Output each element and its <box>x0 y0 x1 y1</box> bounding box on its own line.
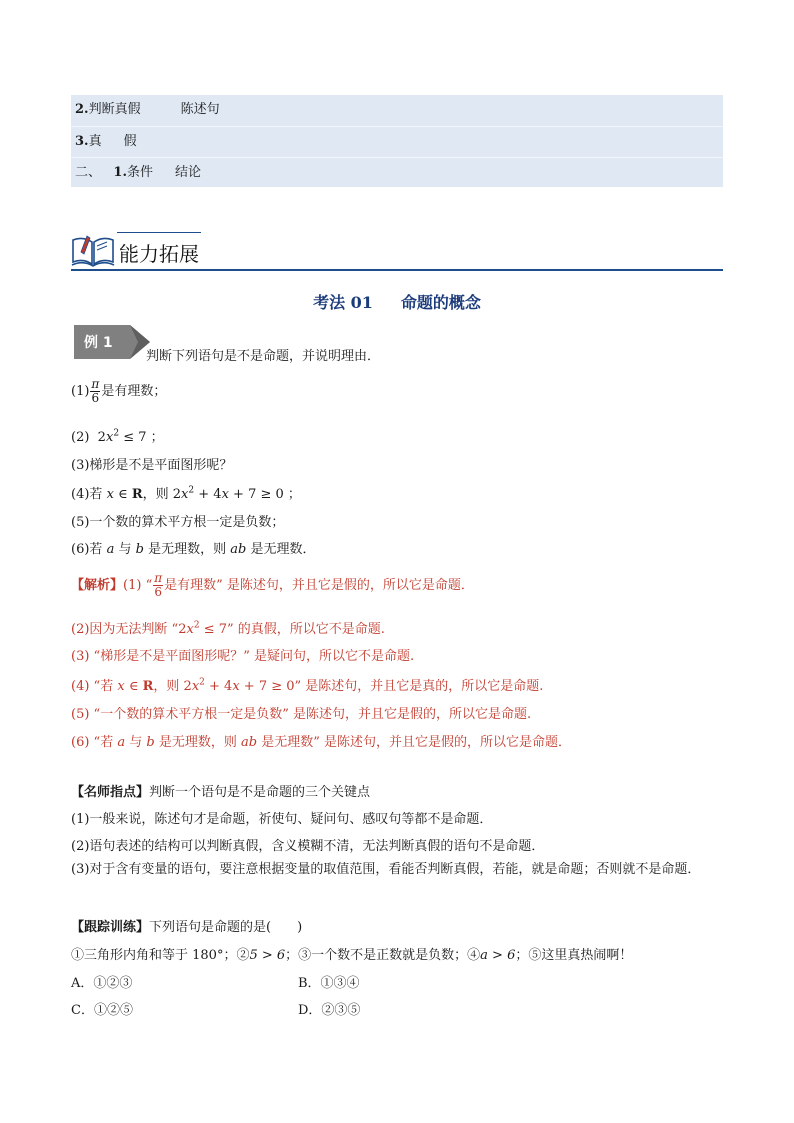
option-d[interactable]: D．②③⑤ <box>298 1003 361 1018</box>
analysis-line-4: (4) “若 x ∈ R，则 $2x^2 + 4x + 7 \ge 0$” 是陈述句，并且它是真的，所以它是命题. <box>71 677 544 694</box>
example-item-6: (6)若 a 与 b 是无理数，则 ab 是无理数． <box>71 542 316 557</box>
option-a[interactable]: A．①②③ <box>71 976 133 991</box>
answer-text: 假 <box>123 134 137 149</box>
example-item-2: (2) $2x^2 \le 7$ ； <box>71 428 164 445</box>
answer-text: 真 <box>88 134 102 149</box>
answer-text: 陈述句 <box>180 102 220 117</box>
answer-num: 2. <box>75 102 89 117</box>
option-c[interactable]: C．①②⑤ <box>71 1003 133 1018</box>
analysis-line-3: (3) “梯形是不是平面图形呢？” 是疑问句，所以它不是命题. <box>71 649 415 664</box>
answer-num: 1. <box>113 165 127 180</box>
example-prompt: 判断下列语句是不是命题，并说明理由． <box>146 349 381 364</box>
item-label: (2) <box>71 430 90 445</box>
example-item-1 <box>71 378 166 405</box>
analysis-line-6: (6) “若 a 与 b 是无理数，则 ab 是无理数” 是陈述句，并且它是假的，所以它是命题． <box>71 735 572 750</box>
option-b[interactable]: B．①③④ <box>298 976 360 991</box>
section-topline <box>117 232 201 233</box>
example-item-5 <box>71 511 284 530</box>
answer-row <box>71 126 723 156</box>
tips-point-3: (3)对于含有变量的语句，要注意根据变量的取值范围，看能否判断真假，若能，就是命题；否则就不是命题． <box>71 862 701 877</box>
example-badge <box>74 325 152 359</box>
section-title: 能力拓展 <box>119 242 199 266</box>
analysis-line-2: (2)因为无法判断 “$2x^2 \le 7$” 的真假，所以它不是命题. <box>71 620 385 637</box>
analysis-line-1: 【解析】(1) “ $\frac{\pi}{6}$ 是有理数” 是陈述句，并且它是假的，所以它是命题． <box>71 571 474 599</box>
analysis-line-5: (5) “一个数的算术平方根一定是负数” 是陈述句，并且它是假的，所以它是命题. <box>71 707 532 722</box>
method-title <box>0 290 794 313</box>
item-text: 是有理数； <box>101 384 167 399</box>
answer-row <box>71 95 723 125</box>
section-divider <box>71 269 723 271</box>
analysis-head: 【解析】 <box>71 578 124 593</box>
item-label: (1) <box>71 384 90 399</box>
answer-num: 3. <box>75 134 89 149</box>
method-name: 命题的概念 <box>400 293 481 312</box>
example-item-4: (4)若 x ∈ R，则 $2x^2 + 4x + 7 \ge 0$ ； <box>71 485 301 502</box>
tips-point-1: (1)一般来说，陈述句才是命题，祈使句、疑问句、感叹句等都不是命题． <box>71 812 493 827</box>
example-badge-label: 例 1 <box>84 335 113 351</box>
pi-over-6: $\frac{\pi}{6}$ <box>91 377 100 405</box>
answer-text: 条件 <box>127 165 154 180</box>
item-label: (3) <box>71 458 90 473</box>
item-text: ≥ 0 ； <box>260 487 301 502</box>
item-label: (6) <box>71 542 90 557</box>
answer-text: 二、 <box>75 165 102 180</box>
answer-text: 结论 <box>175 165 202 180</box>
item-text: 是无理数． <box>250 542 316 557</box>
example-item-3 <box>71 454 232 473</box>
pi-over-6: $\frac{\pi}{6}$ <box>154 571 163 599</box>
item-text: 梯形是不是平面图形呢？ <box>89 458 233 473</box>
tips-heading: 【名师指点】判断一个语句是不是命题的三个关键点 <box>71 785 371 800</box>
answer-box <box>71 95 723 187</box>
method-number: 考法 01 <box>313 293 373 312</box>
item-label: (5) <box>71 515 90 530</box>
book-icon <box>71 232 115 268</box>
practice-statements: ①三角形内角和等于 180°；②5 > 6；③一个数不是正数就是负数；④a > 6；⑤这里真热闹啊！ <box>71 948 633 963</box>
item-label: (4) <box>71 487 90 502</box>
tips-point-2: (2)语句表述的结构可以判断真假，含义模糊不清，无法判断真假的语句不是命题． <box>71 839 545 854</box>
answer-row <box>71 157 723 187</box>
item-text: ≤ 7 ； <box>123 430 164 445</box>
practice-question: 【跟踪训练】下列语句是命题的是( ) <box>71 920 303 935</box>
item-text: 一个数的算术平方根一定是负数； <box>89 515 285 530</box>
answer-text: 判断真假 <box>88 102 141 117</box>
section-header <box>71 226 723 272</box>
